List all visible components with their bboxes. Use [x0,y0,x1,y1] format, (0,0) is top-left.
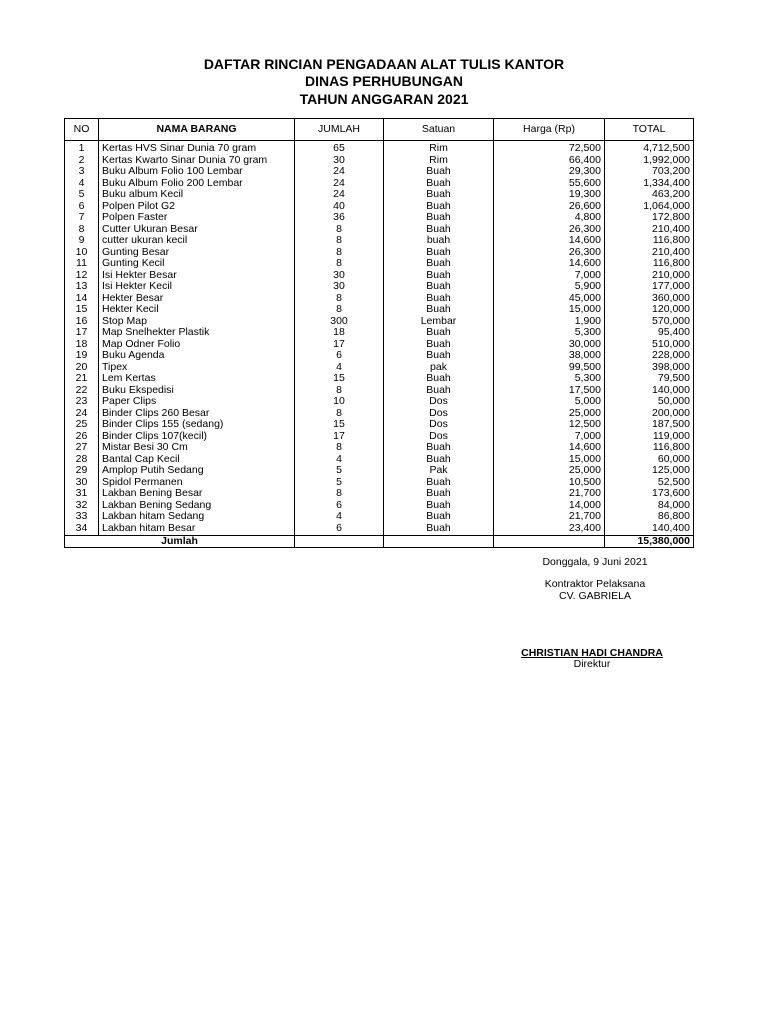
table-row [65,166,694,178]
row-quantity: 4 [295,362,384,374]
row-quantity: 300 [295,316,384,328]
row-quantity: 30 [295,270,384,282]
table-row [65,408,694,420]
document-subtitle-agency: DINAS PERHUBUNGAN [305,73,463,89]
row-no: 10 [65,247,99,259]
row-price: 99,500 [494,362,605,374]
row-total: 125,000 [605,465,694,477]
row-item-name: Spidol Permanen [99,477,295,489]
table-row [65,350,694,362]
row-quantity: 30 [295,281,384,293]
row-quantity: 8 [295,258,384,270]
table-row [65,454,694,466]
table-row [65,465,694,477]
row-unit: Buah [384,189,494,201]
row-price: 14,600 [494,442,605,454]
row-price: 55,600 [494,178,605,190]
row-item-name: Polpen Pilot G2 [99,201,295,213]
row-no: 20 [65,362,99,374]
row-price: 23,400 [494,523,605,536]
row-quantity: 24 [295,178,384,190]
row-total: 79,500 [605,373,694,385]
row-item-name: Lakban hitam Besar [99,523,295,536]
row-total: 1,334,400 [605,178,694,190]
row-price: 26,600 [494,201,605,213]
row-quantity: 8 [295,488,384,500]
row-price: 10,500 [494,477,605,489]
row-unit: Buah [384,511,494,523]
row-item-name: Lakban hitam Sedang [99,511,295,523]
row-unit: Buah [384,212,494,224]
row-unit: Dos [384,419,494,431]
table-row [65,235,694,247]
row-price: 66,400 [494,155,605,167]
row-total: 4,712,500 [605,141,694,155]
row-price: 15,000 [494,304,605,316]
row-unit: Buah [384,281,494,293]
row-no: 29 [65,465,99,477]
table-row [65,488,694,500]
row-price: 26,300 [494,247,605,259]
row-price: 30,000 [494,339,605,351]
signer-role: Kontraktor Pelaksana [544,578,646,590]
table-row [65,155,694,167]
row-total: 119,000 [605,431,694,443]
table-row [65,178,694,190]
row-total: 570,000 [605,316,694,328]
row-quantity: 17 [295,339,384,351]
table-body [65,141,694,536]
row-unit: Buah [384,201,494,213]
row-quantity: 8 [295,235,384,247]
row-price: 1,900 [494,316,605,328]
row-unit: Dos [384,431,494,443]
row-item-name: Gunting Kecil [99,258,295,270]
row-item-name: Buku Agenda [99,350,295,362]
row-price: 14,600 [494,258,605,270]
row-unit: Buah [384,500,494,512]
table-row [65,327,694,339]
row-item-name: Lem Kertas [99,373,295,385]
col-header-price: Harga (Rp) [494,119,605,141]
row-total: 116,800 [605,235,694,247]
row-price: 26,300 [494,224,605,236]
row-no: 15 [65,304,99,316]
row-total: 172,800 [605,212,694,224]
row-item-name: Kertas Kwarto Sinar Dunia 70 gram [99,155,295,167]
row-no: 11 [65,258,99,270]
row-item-name: Mistar Besi 30 Cm [99,442,295,454]
row-total: 95,400 [605,327,694,339]
col-header-total: TOTAL [605,119,694,141]
row-unit: Buah [384,350,494,362]
row-price: 25,000 [494,408,605,420]
row-price: 25,000 [494,465,605,477]
row-item-name: Amplop Putih Sedang [99,465,295,477]
row-price: 45,000 [494,293,605,305]
row-unit: Buah [384,304,494,316]
table-row [65,431,694,443]
row-quantity: 5 [295,477,384,489]
sum-label: Jumlah [65,536,295,548]
row-no: 6 [65,201,99,213]
row-no: 14 [65,293,99,305]
row-total: 210,000 [605,270,694,282]
row-total: 52,500 [605,477,694,489]
signer-name: CHRISTIAN HADI CHANDRA [521,647,663,659]
row-quantity: 8 [295,385,384,397]
row-price: 5,000 [494,396,605,408]
grand-total: 15,380,000 [605,536,694,548]
row-total: 1,064,000 [605,201,694,213]
row-quantity: 36 [295,212,384,224]
row-total: 210,400 [605,224,694,236]
sum-empty-cell [295,536,384,548]
row-unit: Rim [384,155,494,167]
row-item-name: Isi Hekter Kecil [99,281,295,293]
row-unit: Dos [384,396,494,408]
row-no: 23 [65,396,99,408]
row-quantity: 6 [295,500,384,512]
row-quantity: 18 [295,327,384,339]
row-total: 116,800 [605,258,694,270]
row-quantity: 65 [295,141,384,155]
row-unit: Buah [384,247,494,259]
row-price: 7,000 [494,270,605,282]
row-quantity: 10 [295,396,384,408]
table-row [65,362,694,374]
row-quantity: 8 [295,247,384,259]
row-unit: Buah [384,373,494,385]
row-no: 19 [65,350,99,362]
row-no: 8 [65,224,99,236]
row-item-name: Cutter Ukuran Besar [99,224,295,236]
table-row [65,293,694,305]
row-no: 32 [65,500,99,512]
row-no: 1 [65,141,99,155]
row-unit: Buah [384,224,494,236]
row-quantity: 4 [295,454,384,466]
signer-position: Direktur [573,658,611,670]
row-price: 15,000 [494,454,605,466]
row-unit: buah [384,235,494,247]
row-quantity: 24 [295,189,384,201]
row-no: 9 [65,235,99,247]
table-row [65,224,694,236]
row-no: 33 [65,511,99,523]
row-item-name: Hekter Besar [99,293,295,305]
table-row [65,339,694,351]
table-header-row [65,119,694,141]
row-unit: Buah [384,385,494,397]
row-unit: Rim [384,141,494,155]
row-item-name: Gunting Besar [99,247,295,259]
table-row [65,477,694,489]
row-item-name: Map Snelhekter Plastik [99,327,295,339]
row-no: 3 [65,166,99,178]
row-price: 72,500 [494,141,605,155]
table-row [65,316,694,328]
row-item-name: Stop Map [99,316,295,328]
row-total: 177,000 [605,281,694,293]
row-no: 13 [65,281,99,293]
row-no: 7 [65,212,99,224]
row-item-name: Binder Clips 107(kecil) [99,431,295,443]
signer-company: CV. GABRIELA [559,590,631,602]
row-no: 22 [65,385,99,397]
row-unit: Buah [384,339,494,351]
row-total: 120,000 [605,304,694,316]
place-date: Donggala, 9 Juni 2021 [542,556,648,568]
table-footer-row [65,536,694,548]
row-price: 21,700 [494,488,605,500]
row-no: 16 [65,316,99,328]
row-no: 4 [65,178,99,190]
row-price: 21,700 [494,511,605,523]
table-row [65,270,694,282]
row-item-name: Lakban Bening Besar [99,488,295,500]
row-total: 463,200 [605,189,694,201]
col-header-no: NO [65,119,99,141]
row-price: 5,300 [494,327,605,339]
row-price: 14,600 [494,235,605,247]
row-item-name: Polpen Faster [99,212,295,224]
row-price: 4,800 [494,212,605,224]
row-total: 228,000 [605,350,694,362]
col-header-quantity: JUMLAH [295,119,384,141]
table-row [65,212,694,224]
col-header-unit: Satuan [384,119,494,141]
table-row [65,281,694,293]
row-quantity: 4 [295,511,384,523]
row-no: 30 [65,477,99,489]
row-unit: Buah [384,270,494,282]
row-quantity: 40 [295,201,384,213]
row-no: 25 [65,419,99,431]
row-item-name: Buku Album Folio 200 Lembar [99,178,295,190]
row-item-name: Tipex [99,362,295,374]
row-price: 14,000 [494,500,605,512]
table-row [65,500,694,512]
row-quantity: 8 [295,304,384,316]
row-quantity: 8 [295,224,384,236]
row-total: 116,800 [605,442,694,454]
row-no: 27 [65,442,99,454]
row-price: 38,000 [494,350,605,362]
table-row [65,385,694,397]
row-total: 84,000 [605,500,694,512]
row-unit: Buah [384,258,494,270]
row-item-name: Isi Hekter Besar [99,270,295,282]
row-item-name: Binder Clips 260 Besar [99,408,295,420]
row-quantity: 15 [295,373,384,385]
table-row [65,304,694,316]
table-row [65,523,694,536]
row-unit: Buah [384,166,494,178]
row-no: 31 [65,488,99,500]
row-price: 29,300 [494,166,605,178]
row-total: 398,000 [605,362,694,374]
row-quantity: 6 [295,350,384,362]
row-item-name: Kertas HVS Sinar Dunia 70 gram [99,141,295,155]
row-unit: Buah [384,454,494,466]
row-item-name: Buku album Kecil [99,189,295,201]
row-total: 140,400 [605,523,694,536]
row-no: 18 [65,339,99,351]
table-row [65,189,694,201]
row-item-name: Paper Clips [99,396,295,408]
row-total: 210,400 [605,247,694,259]
table-row [65,247,694,259]
row-unit: pak [384,362,494,374]
row-item-name: Hekter Kecil [99,304,295,316]
table-row [65,419,694,431]
row-total: 60,000 [605,454,694,466]
row-total: 86,800 [605,511,694,523]
sum-empty-cell [384,536,494,548]
row-item-name: Map Odner Folio [99,339,295,351]
table-row [65,396,694,408]
col-header-item-name: NAMA BARANG [99,119,295,141]
row-total: 360,000 [605,293,694,305]
row-no: 5 [65,189,99,201]
sum-empty-cell [494,536,605,548]
row-unit: Lembar [384,316,494,328]
row-total: 50,000 [605,396,694,408]
row-quantity: 8 [295,442,384,454]
row-price: 17,500 [494,385,605,397]
row-price: 19,300 [494,189,605,201]
table-row [65,442,694,454]
row-price: 12,500 [494,419,605,431]
row-unit: Buah [384,477,494,489]
row-no: 24 [65,408,99,420]
row-unit: Buah [384,327,494,339]
row-no: 12 [65,270,99,282]
row-no: 2 [65,155,99,167]
row-item-name: Buku Album Folio 100 Lembar [99,166,295,178]
row-quantity: 6 [295,523,384,536]
row-no: 21 [65,373,99,385]
table-row [65,511,694,523]
row-quantity: 30 [295,155,384,167]
row-no: 17 [65,327,99,339]
row-unit: Buah [384,523,494,536]
table-row [65,141,694,155]
row-quantity: 15 [295,419,384,431]
document-subtitle-year: TAHUN ANGGARAN 2021 [299,91,469,107]
document-title: DAFTAR RINCIAN PENGADAAN ALAT TULIS KANTOR [203,56,565,72]
row-total: 187,500 [605,419,694,431]
row-item-name: Buku Ekspedisi [99,385,295,397]
row-quantity: 17 [295,431,384,443]
row-unit: Buah [384,488,494,500]
row-item-name: cutter ukuran kecil [99,235,295,247]
row-quantity: 5 [295,465,384,477]
row-quantity: 24 [295,166,384,178]
row-no: 34 [65,523,99,536]
row-total: 173,600 [605,488,694,500]
row-no: 28 [65,454,99,466]
row-total: 703,200 [605,166,694,178]
row-quantity: 8 [295,293,384,305]
row-unit: Pak [384,465,494,477]
row-price: 5,300 [494,373,605,385]
row-item-name: Bantal Cap Kecil [99,454,295,466]
row-item-name: Binder Clips 155 (sedang) [99,419,295,431]
row-item-name: Lakban Bening Sedang [99,500,295,512]
row-total: 1,992,000 [605,155,694,167]
row-quantity: 8 [295,408,384,420]
table-row [65,201,694,213]
row-unit: Buah [384,442,494,454]
row-price: 7,000 [494,431,605,443]
row-total: 510,000 [605,339,694,351]
procurement-table [64,118,694,548]
row-total: 140,000 [605,385,694,397]
row-unit: Buah [384,293,494,305]
row-total: 200,000 [605,408,694,420]
table-row [65,373,694,385]
row-unit: Buah [384,178,494,190]
table-row [65,258,694,270]
row-unit: Dos [384,408,494,420]
row-no: 26 [65,431,99,443]
row-price: 5,900 [494,281,605,293]
